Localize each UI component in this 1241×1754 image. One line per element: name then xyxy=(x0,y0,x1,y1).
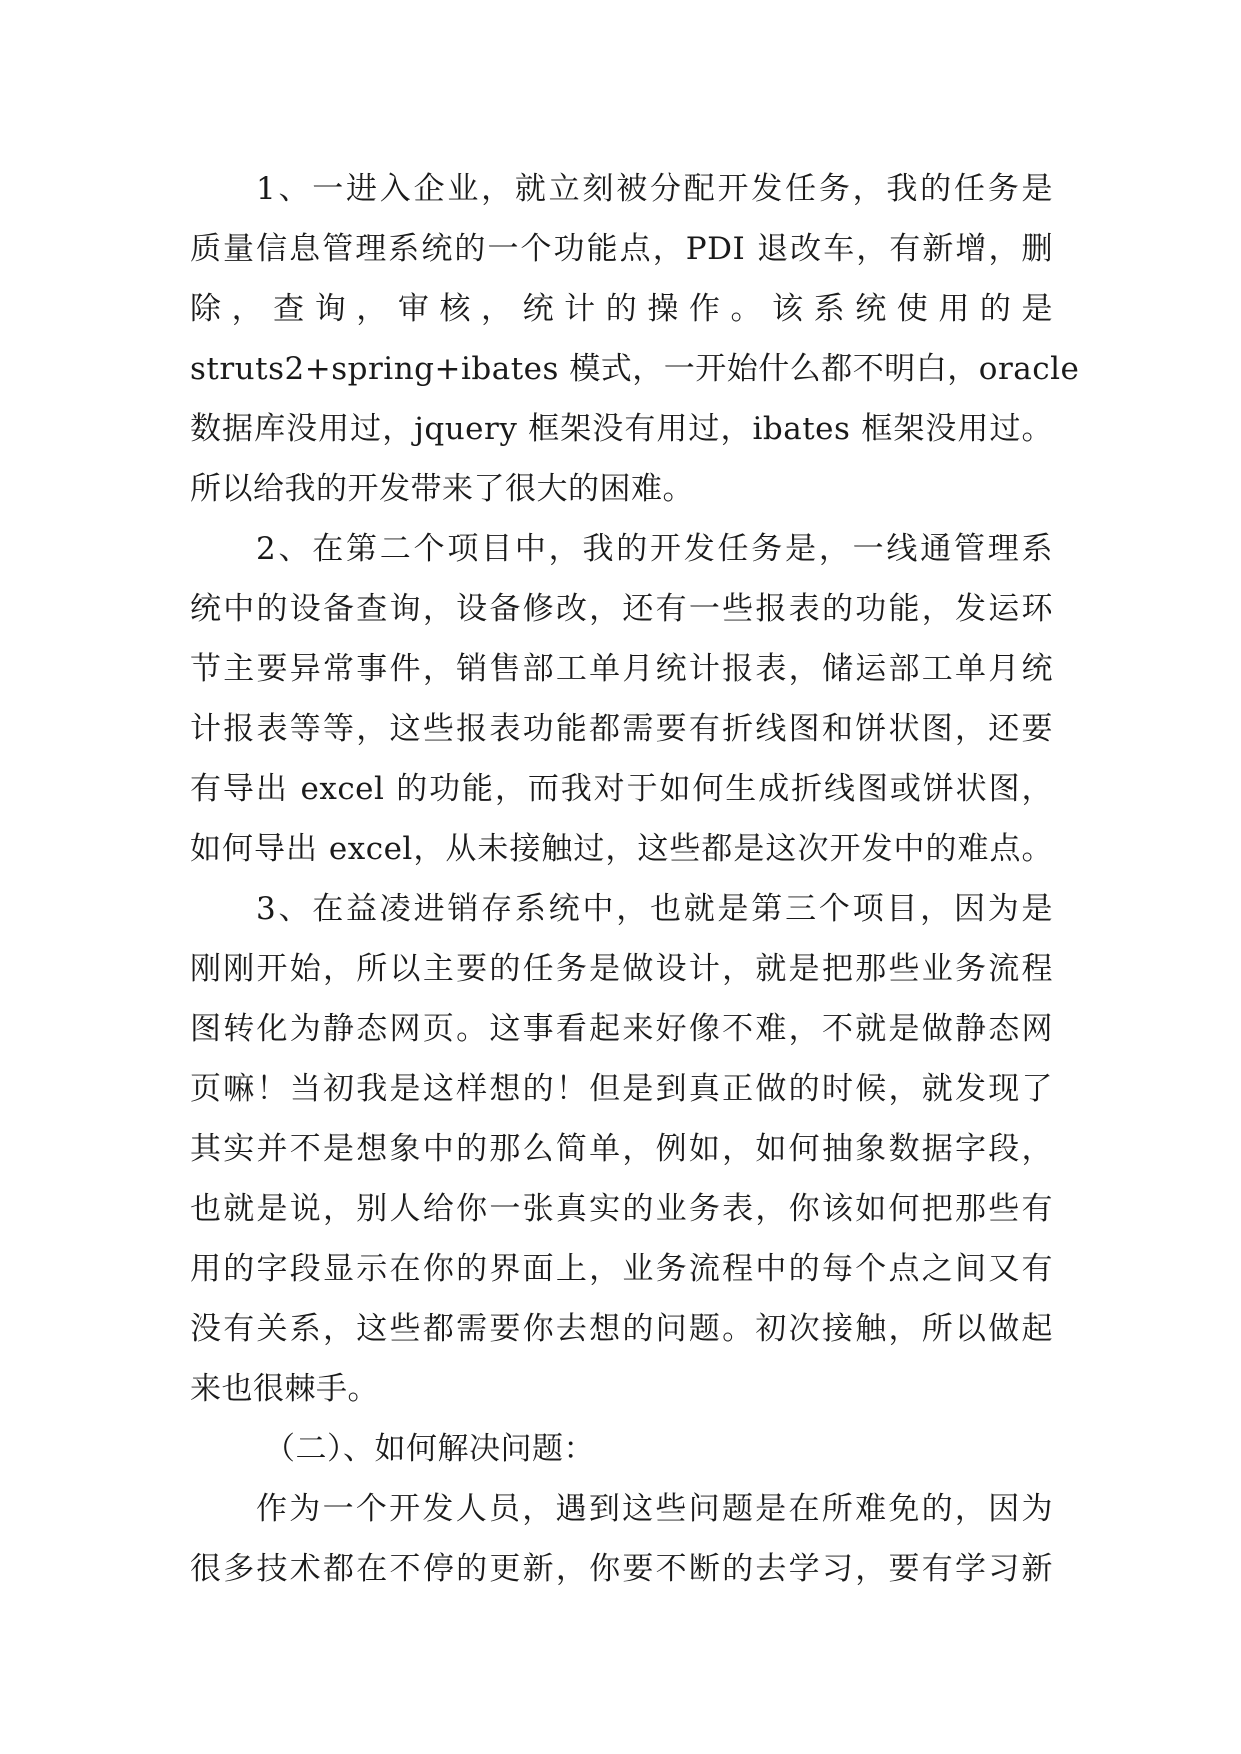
paragraph-line: struts2+spring+ibates 模式，一开始什么都不明白，oracle xyxy=(190,351,1080,387)
paragraph-line: 也就是说，别人给你一张真实的业务表，你该如何把那些有 xyxy=(190,1191,1053,1227)
paragraph-line: 来也很棘手。 xyxy=(190,1371,379,1407)
paragraph-line: 很多技术都在不停的更新，你要不断的去学习，要有学习新 xyxy=(190,1551,1053,1587)
paragraph-line: 2、在第二个项目中，我的开发任务是，一线通管理系 xyxy=(256,531,1053,567)
paragraph-closing xyxy=(190,1479,1053,1599)
paragraph-3 xyxy=(190,879,1053,1419)
paragraph-line: 其实并不是想象中的那么简单，例如，如何抽象数据字段， xyxy=(190,1131,1053,1167)
paragraph-line: 没有关系，这些都需要你去想的问题。初次接触，所以做起 xyxy=(190,1311,1053,1347)
paragraph-line: 有导出 excel 的功能，而我对于如何生成折线图或饼状图， xyxy=(190,771,1053,807)
paragraph-line: 3、在益凌进销存系统中，也就是第三个项目，因为是 xyxy=(256,891,1053,927)
paragraph-line: 页嘛！当初我是这样想的！但是到真正做的时候，就发现了 xyxy=(190,1071,1053,1107)
paragraph-line: 图转化为静态网页。这事看起来好像不难，不就是做静态网 xyxy=(190,1011,1053,1047)
paragraph-line: 如何导出 excel，从未接触过，这些都是这次开发中的难点。 xyxy=(190,831,1053,867)
paragraph-line: 所以给我的开发带来了很大的困难。 xyxy=(190,471,694,507)
paragraph-line: 统中的设备查询，设备修改，还有一些报表的功能，发运环 xyxy=(190,591,1053,627)
paragraph-2 xyxy=(190,519,1053,879)
paragraph-line: 刚刚开始，所以主要的任务是做设计，就是把那些业务流程 xyxy=(190,951,1053,987)
document-body xyxy=(190,159,1080,1599)
paragraph-1 xyxy=(190,159,1080,519)
section-heading: （二）、如何解决问题： xyxy=(264,1431,595,1467)
paragraph-line: 质量信息管理系统的一个功能点，PDI 退改车，有新增，删 xyxy=(190,231,1053,267)
paragraph-line: 数据库没用过，jquery 框架没有用过，ibates 框架没用过。 xyxy=(190,411,1053,447)
paragraph-line: 节主要异常事件，销售部工单月统计报表，储运部工单月统 xyxy=(190,651,1053,687)
paragraph-line: 用的字段显示在你的界面上，业务流程中的每个点之间又有 xyxy=(190,1251,1053,1287)
paragraph-line: 除，查询，审核，统计的操作。该系统使用的是 xyxy=(190,291,1053,327)
paragraph-line: 1、一进入企业，就立刻被分配开发任务，我的任务是 xyxy=(256,171,1053,207)
paragraph-line: 计报表等等，这些报表功能都需要有折线图和饼状图，还要 xyxy=(190,711,1053,747)
paragraph-line: 作为一个开发人员，遇到这些问题是在所难免的，因为 xyxy=(256,1491,1053,1527)
